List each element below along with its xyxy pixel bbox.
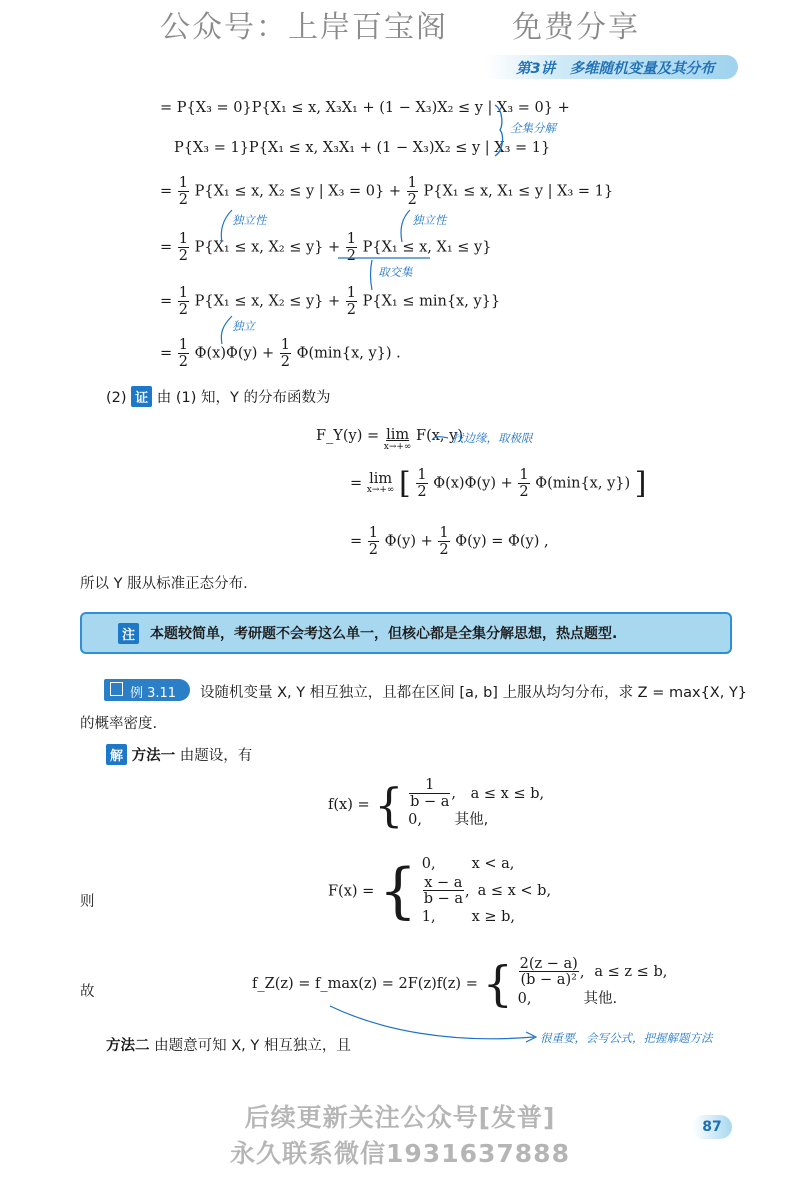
note-tag: 注 bbox=[118, 623, 139, 644]
arrow-marginal bbox=[432, 437, 448, 440]
watermark-bottom-2: 永久联系微信1931637888 bbox=[230, 1139, 570, 1168]
part2-intro: (2) 证 由 (1) 知，Y 的分布函数为 bbox=[106, 386, 331, 407]
solution-tag: 解 bbox=[106, 744, 127, 765]
derivation-line-5: = $\frac{1}{2}$ P{X₁ ≤ x, X₂ ≤ y} + $\frac{1}{2}$ P{X₁ ≤ min{x, y}} bbox=[160, 285, 501, 318]
hence-label: 故 bbox=[80, 984, 95, 1000]
brace-stroke bbox=[495, 105, 503, 156]
example-text-2: 的概率密度. bbox=[80, 716, 158, 732]
annotation-indep-2: 独立性 bbox=[412, 213, 447, 227]
page-number: 87 bbox=[692, 1115, 732, 1139]
example-text-1: 设随机变量 X, Y 相互独立，且都在区间 [a, b] 上服从均匀分布，求 Z = max{X, Y} bbox=[200, 685, 748, 701]
watermark-top: 公众号：上岸百宝阁 免费分享 bbox=[160, 10, 640, 45]
annotation-intersect: 取交集 bbox=[378, 265, 413, 279]
proof-tag: 证 bbox=[131, 386, 152, 407]
annotation-indep-1: 独立性 bbox=[232, 213, 267, 227]
derivation-line-2: P{X₃ = 1}P{X₁ ≤ x, X₃X₁ + (1 − X₃)X₂ ≤ y | X₃ = 1} bbox=[174, 140, 551, 156]
pdf-definition: f(x) = { $\frac{1}{b - a}$ , a ≤ x ≤ b, 0, 其他, bbox=[328, 777, 545, 833]
then-label: 则 bbox=[80, 894, 95, 910]
part2-conclusion: 所以 Y 服从标准正态分布. bbox=[80, 576, 248, 592]
arrow-indep-1 bbox=[221, 210, 232, 242]
solution-intro: 解 方法一 由题设，有 bbox=[106, 744, 252, 765]
cdf-definition: F(x) = { 0, x < a, $\frac{x - a}{b - a}$ , a ≤ x < b, 1, x ≥ b, bbox=[328, 856, 552, 927]
chapter-title: 第3讲 多维随机变量及其分布 bbox=[516, 61, 715, 77]
fy-step-3: = $\frac{1}{2}$ Φ(y) + $\frac{1}{2}$ Φ(y) = Φ(y) , bbox=[350, 525, 549, 558]
example-tag: 例 3.11 bbox=[104, 679, 190, 701]
limit-operator: lim x→+∞ bbox=[383, 427, 412, 452]
half-fraction: $\frac{1}{2}$ bbox=[407, 175, 417, 208]
annotation-total-prob: 全集分解 bbox=[510, 121, 556, 135]
derivation-line-3: = $\frac{1}{2}$ P{X₁ ≤ x, X₂ ≤ y | X₃ = 0} + $\frac{1}{2}$ P{X₁ ≤ x, X₁ ≤ y | X₃ = 1} bbox=[160, 175, 614, 208]
half-fraction: $\frac{1}{2}$ bbox=[178, 175, 188, 208]
note-text: 本题较简单，考研题不会考这么单一，但核心都是全集分解思想，热点题型. bbox=[150, 626, 618, 642]
arrow-intersect bbox=[338, 258, 430, 290]
fy-definition: F_Y(y) = lim x→+∞ F(x, y) bbox=[316, 427, 463, 452]
method2-intro: 方法二 由题意可知 X, Y 相互独立，且 bbox=[106, 1038, 351, 1054]
arrow-important bbox=[330, 1006, 534, 1039]
annotation-indep-3: 独立 bbox=[232, 319, 255, 333]
annotation-important: 很重要，会写公式，把握解题方法 bbox=[540, 1031, 713, 1045]
watermark-bottom-1: 后续更新关注公众号[发普] bbox=[244, 1103, 556, 1132]
arrow-indep-3 bbox=[221, 316, 232, 344]
arrow-indep-2 bbox=[401, 210, 410, 242]
derivation-line-6: = $\frac{1}{2}$ Φ(x)Φ(y) + $\frac{1}{2}$ Φ(min{x, y}) . bbox=[160, 337, 401, 370]
derivation-line-1: = P{X₃ = 0}P{X₁ ≤ x, X₃X₁ + (1 − X₃)X₂ ≤ y | X₃ = 0} + bbox=[160, 100, 570, 116]
annotation-marginal: 找边缘，取极限 bbox=[452, 431, 533, 445]
fy-step-2: = lim x→+∞ [ $\frac{1}{2}$ Φ(x)Φ(y) + $\frac{1}{2}$ Φ(min{x, y}) ] bbox=[350, 466, 647, 501]
max-pdf-definition: f_Z(z) = f_max(z) = 2F(z)f(z) = { $\frac{2(z - a)}{\text{(b − a)²}}$ , a ≤ z ≤ b, 0, 其他. bbox=[252, 955, 668, 1012]
derivation-line-4: = $\frac{1}{2}$ P{X₁ ≤ x, X₂ ≤ y} + $\frac{1}{2}$ P{X₁ ≤ x, X₁ ≤ y} bbox=[160, 231, 492, 264]
